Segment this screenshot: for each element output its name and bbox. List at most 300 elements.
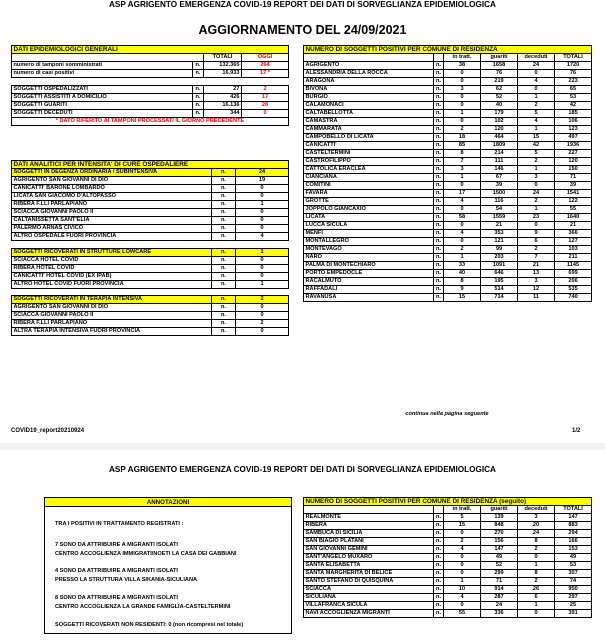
col-oggi: OGGI bbox=[242, 54, 289, 62]
comune-row bbox=[304, 570, 592, 578]
totali: 49 bbox=[555, 554, 592, 562]
totali: 1720 bbox=[555, 62, 592, 70]
comuni-heading: NUMERO DI SOGGETTI POSITIVI PER COMUNE DI RESIDENZA bbox=[304, 46, 592, 54]
comune-name: CAMMARATA bbox=[304, 126, 434, 134]
hospital-row bbox=[12, 264, 289, 272]
row-label: SOGGETTI RICOVERATI IN TERAPIA INTENSIVA bbox=[12, 296, 212, 304]
totali: 1541 bbox=[555, 190, 592, 198]
row-today: 0 bbox=[242, 109, 289, 117]
row-value: 24 bbox=[236, 169, 289, 177]
row-prefix: n. bbox=[434, 174, 444, 182]
row-prefix: n. bbox=[193, 85, 204, 93]
totali: 42 bbox=[555, 102, 592, 110]
general-row bbox=[12, 85, 289, 93]
guariti: 147 bbox=[481, 546, 518, 554]
deceduti: 3 bbox=[518, 174, 555, 182]
comune-name: RACALMUTO bbox=[304, 278, 434, 286]
report-header: ASP AGRIGENTO EMERGENZA COVID-19 REPORT DEI DATI DI SORVEGLIANZA EPIDEMIOLOGICA bbox=[109, 0, 496, 9]
comune-row bbox=[304, 554, 592, 562]
totali: 39 bbox=[555, 182, 592, 190]
row-prefix: n. bbox=[434, 110, 444, 118]
annotation-line: 8 SONO DA ATTRIBUIRE A MIGRANTI ISOLATI bbox=[55, 595, 178, 601]
in-trattamento: 1 bbox=[444, 578, 481, 586]
row-label: SCIACCA GIOVANNI PAOLO II bbox=[12, 312, 212, 320]
row-label: RIBERA F.LLI PARLAPIANO bbox=[12, 320, 212, 328]
row-today: 17 bbox=[242, 93, 289, 101]
hospital-row bbox=[12, 320, 289, 328]
row-prefix: n. bbox=[434, 166, 444, 174]
row-prefix: n. bbox=[434, 198, 444, 206]
row-prefix: n. bbox=[434, 230, 444, 238]
hospital-heading: DATI ANALITICI PER INTENSITA' DI CURE OSPEDALIERE bbox=[12, 161, 289, 169]
comune-row bbox=[304, 190, 592, 198]
guariti: 62 bbox=[481, 86, 518, 94]
row-label: SOGGETTI OSPEDALIZZATI bbox=[12, 85, 193, 93]
row-value: 2 bbox=[236, 320, 289, 328]
totali: 25 bbox=[555, 602, 592, 610]
totali: 53 bbox=[555, 562, 592, 570]
row-prefix: n. bbox=[434, 190, 444, 198]
row-label: CANICATTI' HOTEL COVID (EX IPAB) bbox=[12, 272, 212, 280]
totali: 147 bbox=[555, 514, 592, 522]
guariti: 139 bbox=[481, 514, 518, 522]
comune-row bbox=[304, 70, 592, 78]
row-prefix: n. bbox=[434, 246, 444, 254]
guariti: 714 bbox=[481, 294, 518, 302]
annotation-line: 7 SONO DA ATTRIBUIRE A MIGRANTI ISOLATI bbox=[55, 542, 178, 548]
guariti: 76 bbox=[481, 70, 518, 78]
row-value: 19 bbox=[236, 177, 289, 185]
totali: 950 bbox=[555, 586, 592, 594]
totali: 1640 bbox=[555, 214, 592, 222]
row-label: CALTANISSETTA SANT'ELIA bbox=[12, 217, 212, 225]
general-row bbox=[12, 93, 289, 101]
row-prefix: n. bbox=[434, 594, 444, 602]
row-prefix: n. bbox=[434, 270, 444, 278]
row-prefix: n. bbox=[434, 126, 444, 134]
comune-row bbox=[304, 546, 592, 554]
deceduti: 1 bbox=[518, 166, 555, 174]
row-prefix: n. bbox=[212, 233, 236, 241]
totali: 153 bbox=[555, 546, 592, 554]
deceduti: 24 bbox=[518, 530, 555, 538]
deceduti: 0 bbox=[518, 554, 555, 562]
comune-name: SANTO STEFANO DI QUISQUINA bbox=[304, 578, 434, 586]
comuni-table bbox=[303, 45, 592, 302]
totali: 223 bbox=[555, 78, 592, 86]
row-value: 1 bbox=[236, 280, 289, 288]
comune-name: RAFFADALI bbox=[304, 286, 434, 294]
row-prefix: n. bbox=[434, 254, 444, 262]
row-label: SCIACCA HOTEL COVID bbox=[12, 256, 212, 264]
comune-name: CALAMONACI bbox=[304, 102, 434, 110]
row-label: ALTRO OSPEDALE FUORI PROVINCIA bbox=[12, 233, 212, 241]
in-trattamento: 8 bbox=[444, 150, 481, 158]
guariti: 111 bbox=[481, 158, 518, 166]
in-trattamento: 0 bbox=[444, 562, 481, 570]
comune-name: CANICATTI' bbox=[304, 142, 434, 150]
comune-name: SCIACCA bbox=[304, 586, 434, 594]
row-label: SOGGETTI IN DEGENZA ORDINARIA / SUBINTENSIVA bbox=[12, 169, 212, 177]
row-prefix: n. bbox=[434, 602, 444, 610]
col-header: in tratt. bbox=[444, 506, 481, 514]
row-value: 0 bbox=[236, 312, 289, 320]
annotations-heading: ANNOTAZIONI bbox=[45, 498, 291, 507]
row-label: SOGGETTI ASSISTITI A DOMICILIO bbox=[12, 93, 193, 101]
deceduti: 12 bbox=[518, 286, 555, 294]
row-prefix: n. bbox=[212, 217, 236, 225]
comuni-heading-continued: NUMERO DI SOGGETTI POSITIVI PER COMUNE DI RESIDENZA (seguito) bbox=[304, 498, 592, 506]
row-prefix: n. bbox=[193, 93, 204, 101]
row-prefix: n. bbox=[212, 248, 236, 256]
row-label: PALERMO ARNAS CIVICO bbox=[12, 225, 212, 233]
row-today: 17 * bbox=[242, 70, 289, 78]
row-value: 0 bbox=[236, 304, 289, 312]
row-prefix: n. bbox=[212, 320, 236, 328]
in-trattamento: 0 bbox=[444, 554, 481, 562]
comune-name: SICULIANA bbox=[304, 594, 434, 602]
totali: 497 bbox=[555, 134, 592, 142]
comune-name: SAN GIOVANNI GEMINI bbox=[304, 546, 434, 554]
row-prefix: n. bbox=[212, 185, 236, 193]
comune-row bbox=[304, 286, 592, 294]
row-total: 344 bbox=[204, 109, 242, 117]
deceduti: 3 bbox=[518, 278, 555, 286]
annotation-line: TRA I POSITIVI IN TRATTAMENTO REGISTRATI : bbox=[55, 521, 184, 527]
deceduti: 0 bbox=[518, 610, 555, 618]
general-row bbox=[12, 62, 289, 70]
deceduti: 7 bbox=[518, 254, 555, 262]
row-value: 0 bbox=[236, 185, 289, 193]
deceduti: 0 bbox=[518, 182, 555, 190]
in-trattamento: 1 bbox=[444, 110, 481, 118]
row-prefix: n. bbox=[434, 578, 444, 586]
row-prefix: n. bbox=[434, 150, 444, 158]
comune-name: CASTELTERMINI bbox=[304, 150, 434, 158]
hospital-row bbox=[12, 201, 289, 209]
comune-name: CALTABELLOTTA bbox=[304, 110, 434, 118]
comune-name: CASTROFILIPPO bbox=[304, 158, 434, 166]
row-value: 0 bbox=[236, 217, 289, 225]
comune-row bbox=[304, 538, 592, 546]
row-total: 426 bbox=[204, 93, 242, 101]
comune-row bbox=[304, 206, 592, 214]
comune-name: GROTTE bbox=[304, 198, 434, 206]
comune-name: FAVARA bbox=[304, 190, 434, 198]
in-trattamento: 0 bbox=[444, 530, 481, 538]
row-prefix: n. bbox=[212, 169, 236, 177]
general-data-heading: DATI EPIDEMIOLOGICI GENERALI bbox=[12, 46, 289, 54]
comune-row bbox=[304, 514, 592, 522]
row-prefix: n. bbox=[434, 262, 444, 270]
row-prefix: n. bbox=[212, 225, 236, 233]
deceduti: 20 bbox=[518, 522, 555, 530]
guariti: 1500 bbox=[481, 190, 518, 198]
guariti: 914 bbox=[481, 586, 518, 594]
in-trattamento: 0 bbox=[444, 118, 481, 126]
totali: 150 bbox=[555, 166, 592, 174]
comune-name: COMITINI bbox=[304, 182, 434, 190]
row-prefix: n. bbox=[434, 546, 444, 554]
guariti: 52 bbox=[481, 94, 518, 102]
col-header: TOTALI bbox=[555, 506, 592, 514]
row-value: 0 bbox=[236, 272, 289, 280]
deceduti: 15 bbox=[518, 134, 555, 142]
row-value: 1 bbox=[236, 201, 289, 209]
deceduti: 9 bbox=[518, 230, 555, 238]
comune-name: MENFI bbox=[304, 230, 434, 238]
row-prefix: n. bbox=[434, 78, 444, 86]
guariti: 54 bbox=[481, 206, 518, 214]
deceduti: 42 bbox=[518, 142, 555, 150]
deceduti: 5 bbox=[518, 110, 555, 118]
row-prefix: n. bbox=[434, 278, 444, 286]
row-label: CANICATTI' BARONE LOMBARDO bbox=[12, 185, 212, 193]
row-prefix: n. bbox=[434, 554, 444, 562]
hospital-row bbox=[12, 312, 289, 320]
in-trattamento: 15 bbox=[444, 522, 481, 530]
in-trattamento: 4 bbox=[444, 230, 481, 238]
in-trattamento: 18 bbox=[444, 134, 481, 142]
comune-name: VILLAFRANCA SICULA bbox=[304, 602, 434, 610]
row-prefix: n. bbox=[434, 286, 444, 294]
row-label: ALTRA TERAPIA INTENSIVA FUORI PROVINCIA bbox=[12, 328, 212, 336]
in-trattamento: 3 bbox=[444, 166, 481, 174]
row-prefix: n. bbox=[212, 256, 236, 264]
totali: 122 bbox=[555, 198, 592, 206]
totali: 1936 bbox=[555, 142, 592, 150]
hospital-row bbox=[12, 185, 289, 193]
comune-row bbox=[304, 530, 592, 538]
comune-name: CIANCIANA bbox=[304, 174, 434, 182]
row-prefix: n. bbox=[434, 158, 444, 166]
guariti: 848 bbox=[481, 522, 518, 530]
deceduti: 2 bbox=[518, 546, 555, 554]
in-trattamento: 5 bbox=[444, 514, 481, 522]
comune-row bbox=[304, 214, 592, 222]
deceduti: 1 bbox=[518, 602, 555, 610]
general-data-table bbox=[11, 45, 289, 126]
comune-name: SANTA ELISABETTA bbox=[304, 562, 434, 570]
totali: 297 bbox=[555, 594, 592, 602]
in-trattamento: 4 bbox=[444, 546, 481, 554]
row-prefix: n. bbox=[434, 142, 444, 150]
col-totali: TOTALI bbox=[204, 54, 242, 62]
general-note: * DATO RIFERITO AI TAMPONI PROCESSATI IL GIORNO PRECEDENTE bbox=[12, 117, 289, 125]
guariti: 40 bbox=[481, 102, 518, 110]
deceduti: 4 bbox=[518, 78, 555, 86]
row-total: 16.933 bbox=[204, 70, 242, 78]
guariti: 21 bbox=[481, 222, 518, 230]
comune-name: SAN BIAGIO PLATANI bbox=[304, 538, 434, 546]
deceduti: 2 bbox=[518, 158, 555, 166]
deceduti: 24 bbox=[518, 190, 555, 198]
totali: 71 bbox=[555, 174, 592, 182]
row-today: 2 bbox=[242, 85, 289, 93]
row-prefix: n. bbox=[212, 304, 236, 312]
col-header: guariti bbox=[481, 506, 518, 514]
totali: 103 bbox=[555, 246, 592, 254]
row-label: numero di casi positivi bbox=[12, 70, 193, 78]
row-prefix: n. bbox=[212, 328, 236, 336]
totali: 391 bbox=[555, 610, 592, 618]
hospital-care-table bbox=[11, 160, 289, 336]
guariti: 203 bbox=[481, 254, 518, 262]
guariti: 353 bbox=[481, 230, 518, 238]
comune-row bbox=[304, 522, 592, 530]
deceduti: 6 bbox=[518, 238, 555, 246]
deceduti: 1 bbox=[518, 94, 555, 102]
comune-row bbox=[304, 94, 592, 102]
row-prefix: n. bbox=[434, 522, 444, 530]
totali: 206 bbox=[555, 278, 592, 286]
row-prefix: n. bbox=[212, 193, 236, 201]
row-label: RIBERA F.LLI PARLAPIANO bbox=[12, 201, 212, 209]
hospital-row bbox=[12, 328, 289, 336]
in-trattamento: 0 bbox=[444, 70, 481, 78]
row-value: 2 bbox=[236, 296, 289, 304]
in-trattamento: 0 bbox=[444, 238, 481, 246]
report-header-2: ASP AGRIGENTO EMERGENZA COVID-19 REPORT DEI DATI DI SORVEGLIANZA EPIDEMIOLOGICA bbox=[109, 465, 496, 474]
row-prefix: n. bbox=[434, 206, 444, 214]
guariti: 99 bbox=[481, 246, 518, 254]
in-trattamento: 10 bbox=[444, 586, 481, 594]
annotations-box bbox=[44, 497, 292, 634]
in-trattamento: 0 bbox=[444, 222, 481, 230]
totali: 227 bbox=[555, 150, 592, 158]
deceduti: 8 bbox=[518, 570, 555, 578]
deceduti: 21 bbox=[518, 262, 555, 270]
row-label: SOGGETTI RICOVERATI IN STRUTTURE LOWCARE bbox=[12, 248, 212, 256]
annotation-line: SOGGETTI RICOVERATI NON RESIDENTI: 0 (non ricompresi nel totale) bbox=[55, 622, 244, 628]
comune-name: PALMA DI MONTECHIARO bbox=[304, 262, 434, 270]
comune-name: MONTEVAGO bbox=[304, 246, 434, 254]
comune-row bbox=[304, 158, 592, 166]
row-prefix: n. bbox=[434, 70, 444, 78]
hospital-group-title bbox=[12, 296, 289, 304]
deceduti: 6 bbox=[518, 594, 555, 602]
guariti: 49 bbox=[481, 554, 518, 562]
row-prefix: n. bbox=[193, 70, 204, 78]
annotation-line: CENTRO ACCOGLIENZA IMMIGRATI/NOETI LA CASA DEI GABBIANI bbox=[55, 551, 237, 557]
row-prefix: n. bbox=[434, 514, 444, 522]
in-trattamento: 85 bbox=[444, 142, 481, 150]
row-prefix: n. bbox=[434, 538, 444, 546]
comune-row bbox=[304, 126, 592, 134]
guariti: 52 bbox=[481, 562, 518, 570]
in-trattamento: 9 bbox=[444, 286, 481, 294]
in-trattamento: 1 bbox=[444, 174, 481, 182]
in-trattamento: 17 bbox=[444, 190, 481, 198]
row-label: RIBERA HOTEL COVID bbox=[12, 264, 212, 272]
comune-row bbox=[304, 594, 592, 602]
comune-row bbox=[304, 142, 592, 150]
comune-row bbox=[304, 198, 592, 206]
comune-row bbox=[304, 254, 592, 262]
totali: 76 bbox=[555, 70, 592, 78]
in-trattamento: 0 bbox=[444, 602, 481, 610]
deceduti: 26 bbox=[518, 586, 555, 594]
comune-name: JOPPOLO GIANCAXIO bbox=[304, 206, 434, 214]
totali: 1145 bbox=[555, 262, 592, 270]
footer-page-number: 1/2 bbox=[572, 428, 581, 434]
guariti: 270 bbox=[481, 530, 518, 538]
deceduti: 24 bbox=[518, 62, 555, 70]
row-total: 132.365 bbox=[204, 62, 242, 70]
comune-row bbox=[304, 62, 592, 70]
comuni-table-continued bbox=[303, 497, 592, 618]
comune-row bbox=[304, 246, 592, 254]
hospital-group-title bbox=[12, 248, 289, 256]
in-trattamento: 2 bbox=[444, 126, 481, 134]
row-total: 27 bbox=[204, 85, 242, 93]
in-trattamento: 58 bbox=[444, 214, 481, 222]
totali: 294 bbox=[555, 530, 592, 538]
row-prefix: n. bbox=[212, 312, 236, 320]
deceduti: 0 bbox=[518, 222, 555, 230]
deceduti: 2 bbox=[518, 578, 555, 586]
comune-row bbox=[304, 230, 592, 238]
row-prefix: n. bbox=[434, 238, 444, 246]
row-label: SOGGETTI GUARITI bbox=[12, 101, 193, 109]
in-trattamento: 2 bbox=[444, 538, 481, 546]
guariti: 336 bbox=[481, 610, 518, 618]
deceduti: 2 bbox=[518, 246, 555, 254]
row-prefix: n. bbox=[434, 222, 444, 230]
row-value: 4 bbox=[236, 233, 289, 241]
totali: 185 bbox=[555, 110, 592, 118]
guariti: 195 bbox=[481, 278, 518, 286]
guariti: 156 bbox=[481, 538, 518, 546]
comune-row bbox=[304, 610, 592, 618]
comune-row bbox=[304, 278, 592, 286]
guariti: 299 bbox=[481, 570, 518, 578]
row-total: 16.136 bbox=[204, 101, 242, 109]
hospital-row bbox=[12, 193, 289, 201]
row-prefix: n. bbox=[212, 264, 236, 272]
guariti: 116 bbox=[481, 198, 518, 206]
row-prefix: n. bbox=[434, 570, 444, 578]
comune-name: BIVONA bbox=[304, 86, 434, 94]
hospital-row bbox=[12, 272, 289, 280]
annotation-line: 4 SONO DA ATTRIBUIRE A MIGRANTI ISOLATI bbox=[55, 568, 178, 574]
comune-row bbox=[304, 166, 592, 174]
row-prefix: n. bbox=[212, 209, 236, 217]
row-label: SCIACCA GIOVANNI PAOLO II bbox=[12, 209, 212, 217]
row-value: 0 bbox=[236, 256, 289, 264]
hospital-row bbox=[12, 280, 289, 288]
comune-name: RIBERA bbox=[304, 522, 434, 530]
row-prefix: n. bbox=[434, 586, 444, 594]
totali: 883 bbox=[555, 522, 592, 530]
totali: 535 bbox=[555, 286, 592, 294]
in-trattamento: 0 bbox=[444, 182, 481, 190]
row-prefix: n. bbox=[434, 182, 444, 190]
comune-name: AGRIGENTO bbox=[304, 62, 434, 70]
totali: 740 bbox=[555, 294, 592, 302]
guariti: 67 bbox=[481, 174, 518, 182]
deceduti: 2 bbox=[518, 198, 555, 206]
row-prefix: n. bbox=[434, 530, 444, 538]
comune-row bbox=[304, 602, 592, 610]
col-header: deceduti bbox=[518, 506, 555, 514]
comune-name: NAVI ACCOGLIENZA MIGRANTI bbox=[304, 610, 434, 618]
comune-row bbox=[304, 86, 592, 94]
comune-name: CATTOLICA ERACLEA bbox=[304, 166, 434, 174]
guariti: 514 bbox=[481, 286, 518, 294]
deceduti: 13 bbox=[518, 270, 555, 278]
in-trattamento: 7 bbox=[444, 158, 481, 166]
